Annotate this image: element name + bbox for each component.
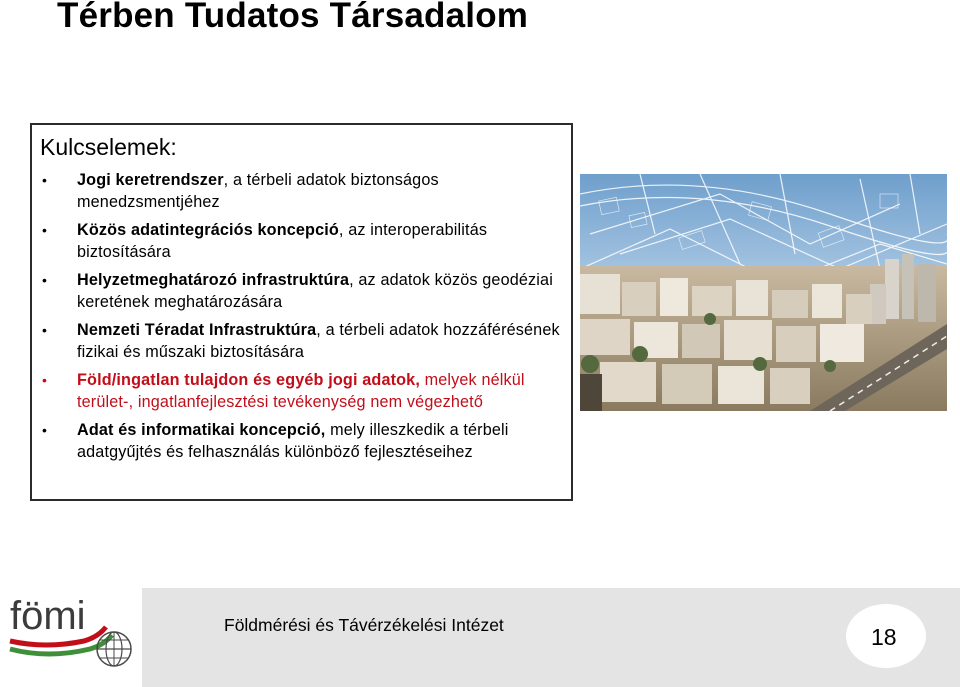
list-item	[40, 219, 563, 263]
list-item	[40, 419, 563, 463]
bullet-icon: •	[42, 272, 48, 288]
item-bold: Közös adatintegrációs koncepció	[77, 221, 339, 239]
item-text: , az interoperabilitás biztosítására	[77, 221, 488, 261]
list-item	[40, 369, 563, 413]
item-bold: Helyzetmeghatározó infrastruktúra	[77, 271, 350, 289]
slide-title: Térben Tudatos Társadalom	[57, 0, 529, 35]
item-bold: Föld/ingatlan tulajdon és egyéb jogi adatok,	[77, 371, 420, 389]
list-item	[40, 269, 563, 313]
key-elements-list	[40, 169, 563, 463]
bullet-icon: •	[42, 322, 48, 338]
city-photo	[580, 174, 947, 411]
logo-text: fömi	[10, 594, 86, 638]
item-text: mely illeszkedik a térbeli adatgyűjtés és felhasználás különböző fejlesztéseihez	[77, 421, 509, 461]
item-text: , a térbeli adatok hozzáférésének fizikai és műszaki biztosítására	[77, 321, 560, 361]
key-elements-box	[30, 123, 573, 501]
footer-band	[142, 588, 960, 687]
bullet-icon: •	[42, 172, 48, 188]
bullet-icon: •	[42, 422, 48, 438]
item-text: melyek nélkül terület-, ingatlanfejlesztési tevékenység nem végezhető	[77, 371, 525, 411]
item-bold: Jogi keretrendszer	[77, 171, 224, 189]
item-text: , a térbeli adatok biztonságos menedzsmentjéhez	[77, 171, 439, 211]
institute-name: Földmérési és Távérzékelési Intézet	[224, 615, 504, 635]
item-bold: Adat és informatikai koncepció,	[77, 421, 326, 439]
page-number: 18	[871, 624, 897, 650]
fomi-logo	[6, 591, 134, 671]
bullet-icon: •	[42, 372, 48, 388]
item-text: , az adatok közös geodéziai keretének meghatározására	[77, 271, 553, 311]
bullet-icon: •	[42, 222, 48, 238]
fomi-logo-icon	[6, 591, 134, 671]
city-image	[580, 174, 947, 411]
item-bold: Nemzeti Téradat Infrastruktúra	[77, 321, 317, 339]
list-item	[40, 169, 563, 213]
key-elements-heading: Kulcselemek:	[40, 134, 177, 160]
list-item	[40, 319, 563, 363]
